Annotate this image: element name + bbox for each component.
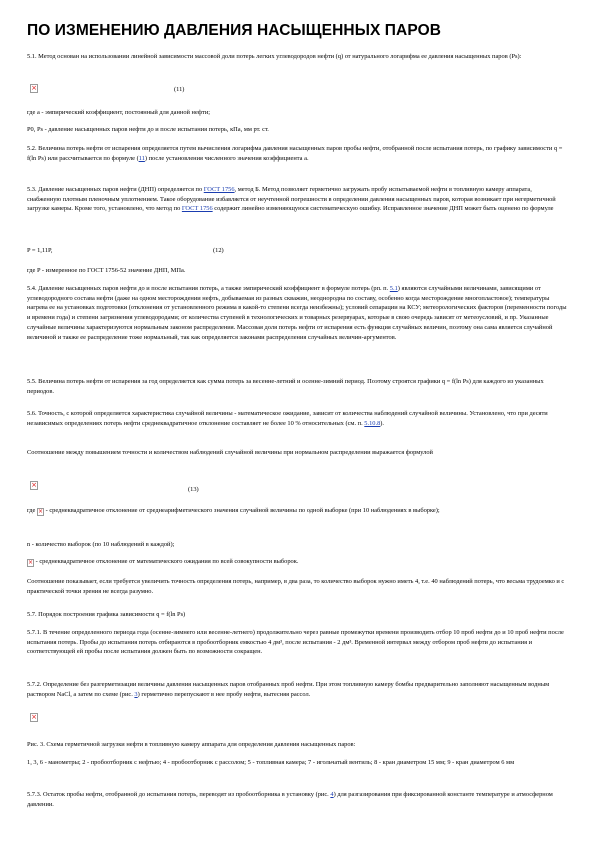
- definition-sigma: × - среднеквадратичное отклонение от математического ожидания по всей совокупности выборок.: [28, 558, 299, 566]
- paragraph-ratio: Соотношение между повышением точности и количеством наблюдений случайной величины при нормальном распределении выражается формулой: [27, 449, 433, 456]
- figure-3-legend: 1, 3, 6 - манометры; 2 - пробоотборник с нефтью; 4 - пробоотборник с рассолом; 5 - топливная камера; 7 - игольчатый вентиль; 8 - кран диаметром 15 мм; 9 - кран диаметром 6 мм: [27, 759, 515, 766]
- equation-number-11: (11): [174, 86, 185, 93]
- paragraph-5-7-1: 5.7.1. В течение определенного периода года (осенне-зимнего или весенне-летнего) продолжительно через равные промежутки времени производить отбор 10 проб нефти до и 10 проб нефти после испытания потерь. Пробы до испытания потерь отбираются в пробоотборник емкостью 4 дм³, после испытания - 2 дм³. Временной интервал между отбором проб нефти до испытания и соответствующей ей пробы после испытания должен быть по возможности сокращен.: [27, 629, 564, 656]
- broken-image-icon: ×: [31, 481, 37, 489]
- link-gost-1756-second[interactable]: ГОСТ 1756: [181, 205, 213, 213]
- broken-image-icon: ×: [31, 84, 37, 92]
- paragraph-5-6: 5.6. Точность, с которой определяется характеристика случайной величины - математическое ожидание, зависит от количества наблюдений случайной величины. Установлено, что при десяти независимых определениях потерь нефти среднеквадратичное отклонение составляет не более 10 % относительных (см. п. 5.10.8).: [27, 410, 548, 427]
- broken-image-icon: ×: [38, 508, 44, 515]
- paragraph-5-7-2: 5.7.2. Определение без разгерметизации величины давления насыщенных паров отобранных проб нефти. При этом топливную камеру бомбы предварительно заполняют насыщенным водным раствором NaCl, а затем по схеме (рис. 3) герметично перепускают в нее пробу нефти, вытесняя рассол.: [27, 681, 550, 698]
- heading-5-7: 5.7. Порядок построения графика зависимости q = f(ln Ps): [27, 611, 186, 618]
- figure-3-caption: Рис. 3. Схема герметичной загрузки нефти в топливную камеру аппарата для определения давления насыщенных паров:: [27, 741, 356, 748]
- formula-13-row: [27, 481, 567, 495]
- formula-11-row: [27, 84, 567, 98]
- equation-number-13: (13): [188, 486, 199, 493]
- link-figure-4[interactable]: 4: [330, 791, 334, 798]
- link-section-5-1[interactable]: 5.1: [389, 285, 398, 292]
- definition-n: n - количество выборок (по 10 наблюдений в каждой);: [27, 541, 175, 548]
- link-formula-11[interactable]: 11: [138, 154, 145, 162]
- definition-p0-ps: P0, Ps - давление насыщенных паров нефти до и после испытания потерь, кПа, мм рт. ст.: [27, 126, 269, 133]
- formula-12-row: [27, 247, 567, 261]
- paragraph-ratio-2: Соотношение показывает, если требуется увеличить точность определения потерь, например, в два раза, то количество выборок нужно иметь 4, т.е. 40 наблюдений потерь, что весьма трудоемко и с практической точки зрения не всегда разумно.: [27, 578, 565, 595]
- paragraph-5-3: 5.3. Давление насыщенных паров нефти (ДНП) определяется по ГОСТ 1756, метод Б. Метод позволяет герметично загружать пробу испытываемой нефти в топливную камеру аппарата, снабженную плотным пленочным уплотнением. Такое оборудование избавляется от неучтенной погрешности в определении давления насыщенных паров, которая возникает при негерметичной загрузке камеры. Кроме того, установлено, что метод по ГОСТ 1756 содержит линейно изменяющуюся систематическую ошибку. Исправленное значение ДНП может быть оценено по формуле: [27, 186, 556, 213]
- paragraph-5-1: 5.1. Метод основан на использовании линейной зависимости массовой доли потерь легких углеводородов нефти (q) от натурального логарифма ее давления насыщенных паров (Ps):: [27, 53, 522, 60]
- link-figure-3[interactable]: 3: [134, 690, 138, 698]
- definition-p: где P - измеренное по ГОСТ 1756-52 значение ДНП, МПа.: [27, 267, 186, 274]
- definition-a: где a - эмпирический коэффициент, постоянный для данной нефти;: [27, 109, 211, 116]
- broken-image-icon: ×: [28, 559, 34, 566]
- paragraph-5-2: 5.2. Величина потерь нефти от испарения определяется путем вычисления логарифма давления насыщенных паров пробы нефти, отобранной после испытания потерь, по графику зависимости q = f(ln Ps) или рассчитывается по формуле (11) после установления численного значения коэффициента a.: [27, 145, 563, 162]
- broken-image-icon: ×: [31, 713, 37, 721]
- link-gost-1756[interactable]: ГОСТ 1756: [203, 186, 235, 193]
- paragraph-5-7-3: 5.7.3. Остаток пробы нефти, отобранной до испытания потерь, переводят из пробоотборника в установку (рис. 4) для разгазирования при фиксированной константе температуре и атмосферном давлении.: [27, 791, 553, 808]
- equation-number-12: (12): [213, 247, 224, 254]
- figure-3-image: [27, 713, 567, 727]
- paragraph-5-4: 5.4. Давление насыщенных паров нефти до и после испытания потерь, а также эмпирический коэффициент в формуле потерь (рп. п. 5.1) являются случайными величинами, зависящими от углеводородного состава нефти (даже на одном месторождении нефть, добываемая из разных скважин, неоднородна по составу, особенно когда месторождение многопластовое); температуры нагрева ее на установках подготовки (отклонения от установленного режима в какой-то степени всегда неизбежны); условий сепарации на КСУ; метеорологических факторов (переменности погоды и времени года) и степени загрязнения углеводородами; от количества ступеней в технологических и товарных резервуарах, которые в свою очередь зависят от метеоусловий, и пр. Указанные случайные величины характеризуются нормальным законом распределения. Массовая доля потерь нефти от испарения есть функция случайных величин, поэтому она сама является случайной величиной и также ее распределение тоже нормальный, так как определяется законами распределения случайных величин-аргументов.: [27, 285, 567, 341]
- paragraph-5-5: 5.5. Величина потерь нефти от испарения за год определяется как сумма потерь за весенне-летний и осенне-зимний период. Поэтому строятся графики q = f(ln Ps) для каждого из указанных периодов.: [27, 378, 544, 395]
- page-title: ПО ИЗМЕНЕНИЮ ДАВЛЕНИЯ НАСЫЩЕННЫХ ПАРОВ: [27, 22, 442, 39]
- formula-12: P = 1,11P,: [27, 247, 53, 254]
- link-section-5-10-8[interactable]: 5.10.8: [364, 419, 381, 427]
- definition-s1: где × - среднеквадратичное отклонение от среднеарифметического значения случайной величины по одной выборке (при 10 наблюдениях в выборке);: [27, 507, 440, 515]
